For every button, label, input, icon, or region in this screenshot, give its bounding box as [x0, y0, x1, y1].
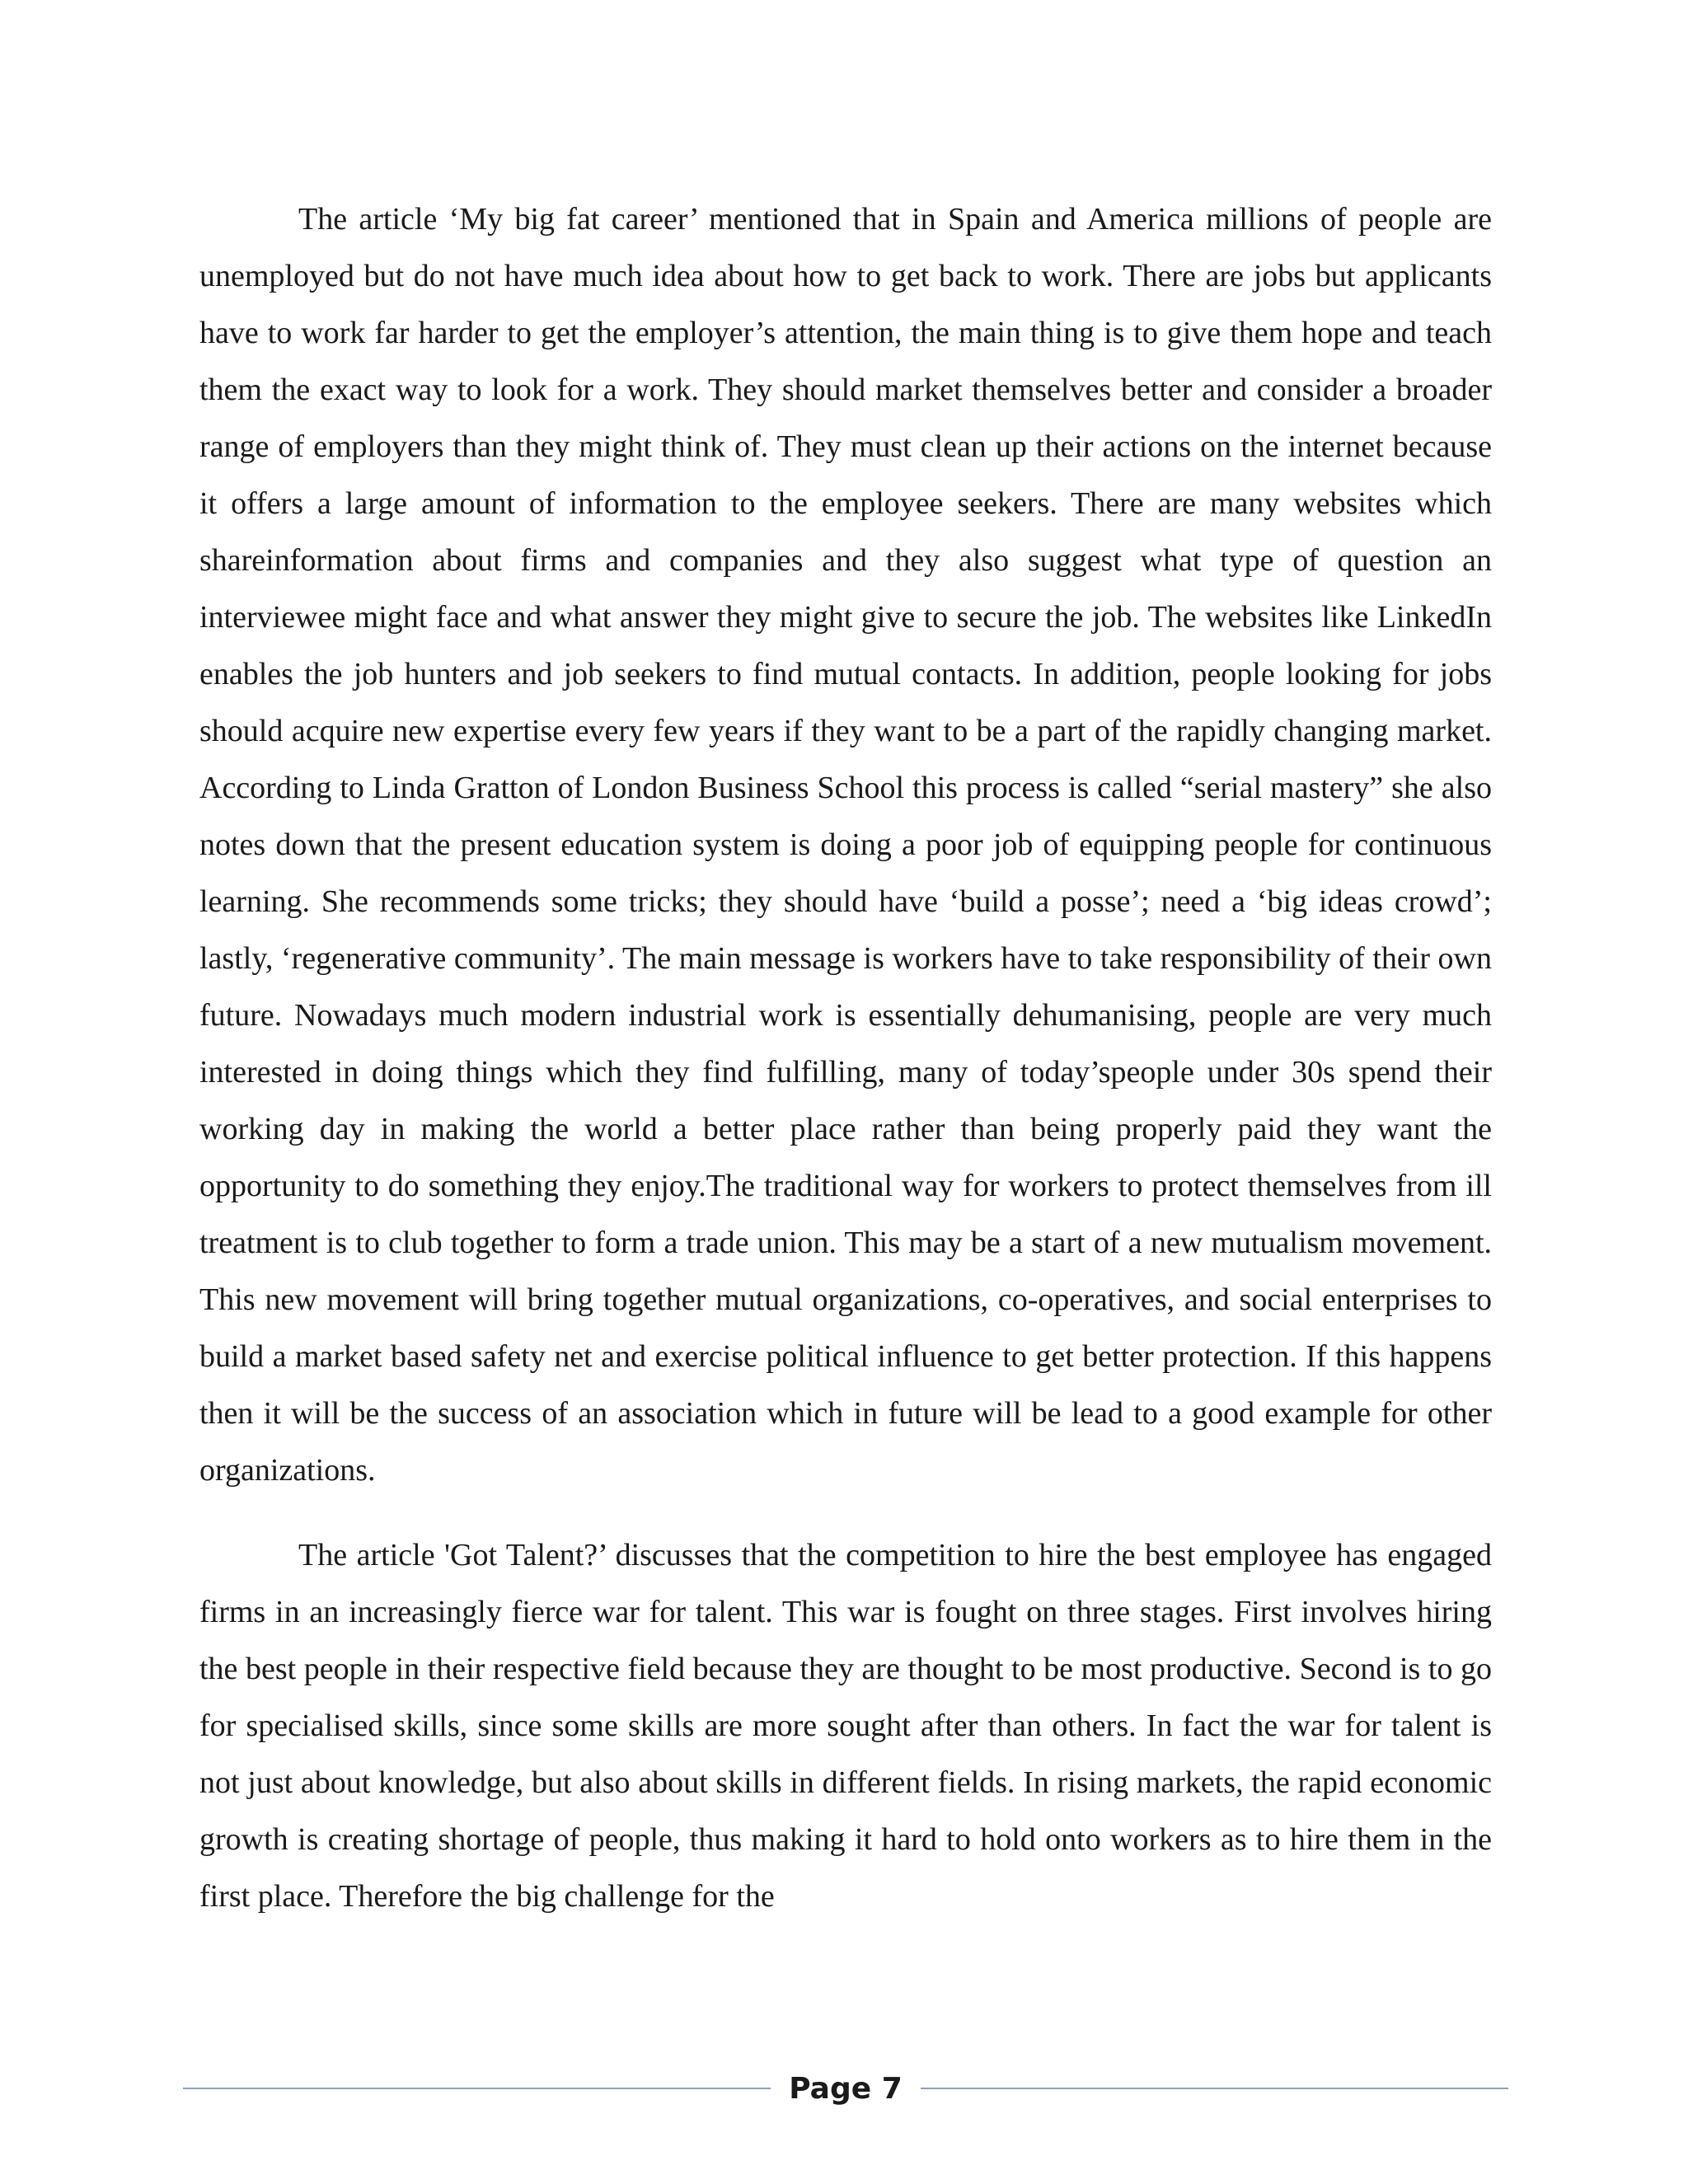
- paragraph-my-big-fat-career: The article ‘My big fat career’ mentioned that in Spain and America millions of people are unemployed but do not have much idea about how to get back to work. There are jobs but applicants have to work far harder to get the employer’s attention, the main thing is to give them hope and teach them the exact way to look for a work. They should market themselves better and consider a broader range of employers than they might think of. They must clean up their actions on the internet because it offers a large amount of information to the employee seekers. There are many websites which shareinformation about firms and companies and they also suggest what type of question an interviewee might face and what answer they might give to secure the job. The websites like LinkedIn enables the job hunters and job seekers to find mutual contacts. In addition, people looking for jobs should acquire new expertise every few years if they want to be a part of the rapidly changing market. According to Linda Gratton of London Business School this process is called “serial mastery” she also notes down that the present education system is doing a poor job of equipping people for continuous learning. She recommends some tricks; they should have ‘build a posse’; need a ‘big ideas crowd’; lastly, ‘regenerative community’. The main message is workers have to take responsibility of their own future. Nowadays much modern industrial work is essentially dehumanising, people are very much interested in doing things which they find fulfilling, many of today’speople under 30s spend their working day in making the world a better place rather than being properly paid they want the opportunity to do something they enjoy.The traditional way for workers to protect themselves from ill treatment is to club together to form a trade union. This may be a start of a new mutualism movement. This new movement will bring together mutual organizations, co-operatives, and social enterprises to build a market based safety net and exercise political influence to get better protection. If this happens then it will be the success of an association which in future will be lead to a good example for other organizations.: [199, 202, 1492, 1488]
- paragraph-got-talent: The article 'Got Talent?’ discusses that the competition to hire the best employee has engaged firms in an increasingly fierce war for talent. This war is fought on three stages. First involves hiring the best people in their respective field because they are thought to be most productive. Second is to go for specialised skills, since some skills are more sought after than others. In fact the war for talent is not just about knowledge, but also about skills in different fields. In rising markets, the rapid economic growth is creating shortage of people, thus making it hard to hold onto workers as to hire them in the first place. Therefore the big challenge for the: [199, 1538, 1492, 1914]
- body-text: [199, 191, 1492, 1925]
- footer-rule-right: [921, 2088, 1508, 2089]
- footer-rule-left: [183, 2088, 771, 2089]
- page-footer: [183, 2064, 1508, 2113]
- page-number: Page 7: [789, 2071, 903, 2106]
